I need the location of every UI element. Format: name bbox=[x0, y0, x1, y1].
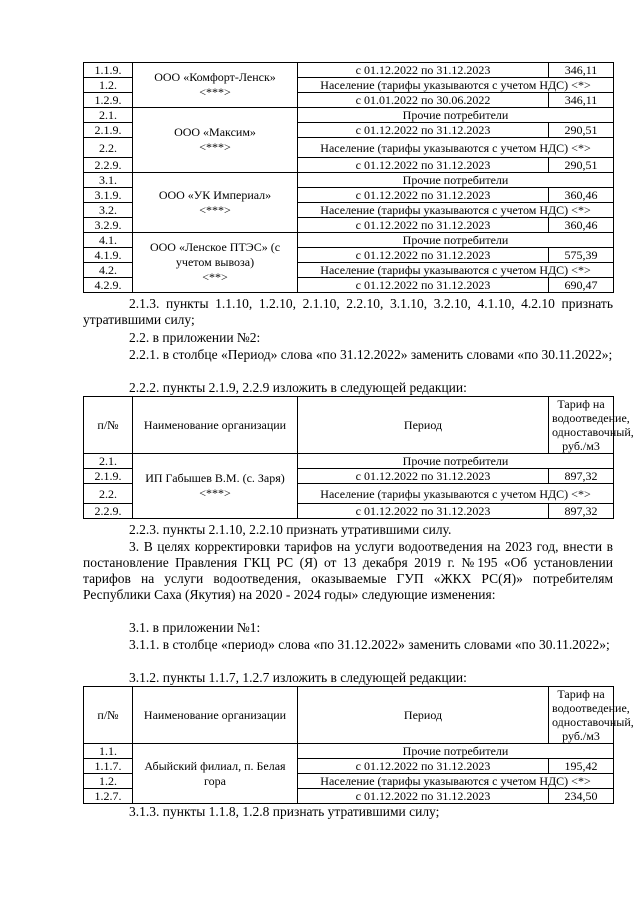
tariff-table-2 bbox=[83, 396, 634, 519]
paragraph: 2.2.2. пункты 2.1.9, 2.2.9 изложить в следующей редакции: bbox=[129, 380, 467, 395]
column-header-tariff: Тариф на водоотведение, одноставочный, руб./м3 bbox=[549, 687, 614, 744]
row-number: 1.1.7. bbox=[84, 759, 133, 774]
table-row bbox=[84, 454, 614, 469]
period-cell: с 01.12.2022 по 31.12.2023 bbox=[298, 248, 549, 263]
period-cell: с 01.12.2022 по 31.12.2023 bbox=[298, 123, 549, 138]
row-number: 1.1.9. bbox=[84, 63, 133, 78]
period-cell: с 01.12.2022 по 31.12.2023 bbox=[298, 504, 549, 519]
period-cell: с 01.12.2022 по 31.12.2023 bbox=[298, 218, 549, 233]
tariff-value: 346,11 bbox=[549, 93, 614, 108]
tariff-value: 234,50 bbox=[549, 789, 614, 804]
column-header-org: Наименование организации bbox=[133, 687, 298, 744]
row-number: 2.2. bbox=[84, 484, 133, 504]
row-number: 3.2. bbox=[84, 203, 133, 218]
period-cell: с 01.12.2022 по 31.12.2023 bbox=[298, 789, 549, 804]
table-row bbox=[84, 63, 614, 78]
tariff-value: 195,42 bbox=[549, 759, 614, 774]
period-cell: Прочие потребители bbox=[298, 233, 614, 248]
row-number: 1.2.9. bbox=[84, 93, 133, 108]
tariff-value: 360,46 bbox=[549, 218, 614, 233]
tariff-table-3 bbox=[83, 686, 634, 804]
column-header-period: Период bbox=[298, 397, 549, 454]
row-number: 3.2.9. bbox=[84, 218, 133, 233]
tariff-value: 897,32 bbox=[549, 504, 614, 519]
period-cell: Прочие потребители bbox=[298, 173, 614, 188]
tariff-value: 346,11 bbox=[549, 63, 614, 78]
period-cell: Население (тарифы указываются с учетом НДС) <*> bbox=[298, 484, 614, 504]
period-cell: с 01.12.2022 по 31.12.2023 bbox=[298, 63, 549, 78]
period-cell: с 01.12.2022 по 31.12.2023 bbox=[298, 188, 549, 203]
org-name: ИП Габышев В.М. (с. Заря) <***> bbox=[133, 454, 298, 519]
row-number: 2.2. bbox=[84, 138, 133, 158]
paragraph: 2.2.1. в столбце «Период» слова «по 31.12.2022» заменить словами «по 30.11.2022»; bbox=[129, 347, 613, 362]
period-cell: Население (тарифы указываются с учетом НДС) <*> bbox=[298, 774, 614, 789]
row-number: 2.2.9. bbox=[84, 158, 133, 173]
period-cell: с 01.12.2022 по 31.12.2023 bbox=[298, 759, 549, 774]
row-number: 2.1.9. bbox=[84, 123, 133, 138]
org-name: Абыйский филиал, п. Белая гора bbox=[133, 744, 298, 804]
row-number: 2.1. bbox=[84, 454, 133, 469]
row-number: 2.1.9. bbox=[84, 469, 133, 484]
row-number: 3.1. bbox=[84, 173, 133, 188]
paragraph: 3.1. в приложении №1: bbox=[129, 620, 261, 635]
row-number: 3.1.9. bbox=[84, 188, 133, 203]
paragraph: 3.1.2. пункты 1.1.7, 1.2.7 изложить в следующей редакции: bbox=[129, 670, 467, 685]
row-number: 1.2.7. bbox=[84, 789, 133, 804]
tariff-value: 290,51 bbox=[549, 123, 614, 138]
column-header-number: п/№ bbox=[84, 687, 133, 744]
paragraph: 3. В целях корректировки тарифов на услуги водоотведения на 2023 год, внести в постановление Правления ГКЦ РС (Я) от 13 декабря 2019 г. №195 «Об установлении тарифов на услуги водоотведения, оказываемые ГУП «ЖКХ РС(Я)» потребителям Республики Саха (Якутия) на 2020 - 2024 годы» следующие изменения: bbox=[83, 539, 613, 602]
table-header-row bbox=[84, 397, 614, 454]
period-cell: с 01.12.2022 по 31.12.2023 bbox=[298, 158, 549, 173]
tariff-table-1 bbox=[83, 62, 614, 293]
paragraph: 2.2. в приложении №2: bbox=[129, 330, 261, 345]
org-name: ООО «УК Империал» <***> bbox=[133, 173, 298, 233]
row-number: 4.1. bbox=[84, 233, 133, 248]
org-name: ООО «Комфорт-Ленск» <***> bbox=[133, 63, 298, 108]
table-row bbox=[84, 744, 614, 759]
period-cell: Прочие потребители bbox=[298, 744, 614, 759]
period-cell: Прочие потребители bbox=[298, 454, 614, 469]
row-number: 1.2. bbox=[84, 78, 133, 93]
tariff-value: 690,47 bbox=[549, 278, 614, 293]
tariff-value: 360,46 bbox=[549, 188, 614, 203]
row-number: 1.1. bbox=[84, 744, 133, 759]
column-header-number: п/№ bbox=[84, 397, 133, 454]
period-cell: с 01.12.2022 по 31.12.2023 bbox=[298, 469, 549, 484]
period-cell: с 01.12.2022 по 31.12.2023 bbox=[298, 278, 549, 293]
column-header-org: Наименование организации bbox=[133, 397, 298, 454]
period-cell: с 01.01.2022 по 30.06.2022 bbox=[298, 93, 549, 108]
paragraph: 3.1.1. в столбце «период» слова «по 31.12.2022» заменить словами «по 30.11.2022»; bbox=[129, 637, 610, 652]
period-cell: Население (тарифы указываются с учетом НДС) <*> bbox=[298, 203, 614, 218]
row-number: 4.2.9. bbox=[84, 278, 133, 293]
period-cell: Население (тарифы указываются с учетом НДС) <*> bbox=[298, 138, 614, 158]
tariff-value: 897,32 bbox=[549, 469, 614, 484]
column-header-tariff: Тариф на водоотведение, одноставочный, руб./м3 bbox=[549, 397, 614, 454]
org-name: ООО «Ленское ПТЭС» (с учетом вывоза) <**> bbox=[133, 233, 298, 293]
paragraph: 3.1.3. пункты 1.1.8, 1.2.8 признать утратившими силу; bbox=[129, 804, 440, 819]
row-number: 4.1.9. bbox=[84, 248, 133, 263]
period-cell: Население (тарифы указываются с учетом НДС) <*> bbox=[298, 263, 614, 278]
period-cell: Население (тарифы указываются с учетом НДС) <*> bbox=[298, 78, 614, 93]
paragraph: 2.1.3. пункты 1.1.10, 1.2.10, 2.1.10, 2.2.10, 3.1.10, 3.2.10, 4.1.10, 4.2.10 признать утратившими силу; bbox=[83, 296, 613, 327]
paragraph: 2.2.3. пункты 2.1.10, 2.2.10 признать утратившими силу. bbox=[129, 522, 452, 537]
period-cell: Прочие потребители bbox=[298, 108, 614, 123]
table-header-row bbox=[84, 687, 614, 744]
row-number: 1.2. bbox=[84, 774, 133, 789]
row-number: 2.2.9. bbox=[84, 504, 133, 519]
tariff-value: 575,39 bbox=[549, 248, 614, 263]
table-row bbox=[84, 108, 614, 123]
row-number: 4.2. bbox=[84, 263, 133, 278]
org-name: ООО «Максим» <***> bbox=[133, 108, 298, 173]
column-header-period: Период bbox=[298, 687, 549, 744]
table-row bbox=[84, 173, 614, 188]
tariff-value: 290,51 bbox=[549, 158, 614, 173]
row-number: 2.1. bbox=[84, 108, 133, 123]
table-row bbox=[84, 233, 614, 248]
